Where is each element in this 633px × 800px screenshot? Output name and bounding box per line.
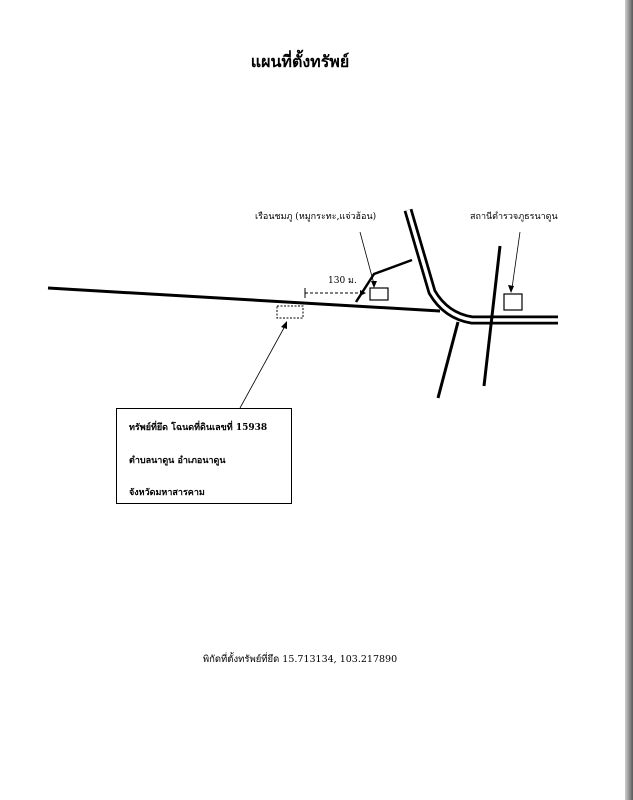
highway-inner bbox=[408, 210, 558, 320]
police-station-building bbox=[504, 294, 522, 310]
south-road-west bbox=[438, 322, 458, 398]
highway-outer bbox=[408, 210, 558, 320]
property-info-box bbox=[116, 408, 292, 504]
pink-house-arrowhead bbox=[371, 281, 377, 288]
property-province-text: จังหวัดมหาสารคาม bbox=[129, 488, 205, 498]
police-station-pointer bbox=[512, 232, 520, 288]
property-plot bbox=[277, 306, 303, 318]
distance-label: 130 ม. bbox=[328, 276, 357, 286]
pink-house-pointer bbox=[360, 232, 374, 284]
police-station-label: สถานีตำรวจภูธรนาดูน bbox=[470, 212, 558, 222]
page-edge bbox=[625, 0, 633, 800]
pink-house-label: เรือนชมภู (หมูกระทะ,แจ่วฮ้อน) bbox=[255, 212, 377, 222]
pink-house-building bbox=[370, 288, 388, 300]
police-station-arrowhead bbox=[508, 285, 514, 293]
coordinates-text: พิกัดที่ตั้งทรัพย์ที่ยึด 15.713134, 103.217890 bbox=[202, 654, 398, 665]
property-deed-text: ทรัพย์ที่ยึด โฉนดที่ดินเลขที่ 15938 bbox=[129, 423, 268, 433]
property-district-text: ตำบลนาดูน อำเภอนาดูน bbox=[129, 456, 226, 466]
page-title: แผนที่ตั้งทรัพย์ bbox=[250, 52, 350, 71]
property-arrowhead bbox=[281, 321, 287, 329]
property-pointer bbox=[240, 326, 285, 408]
